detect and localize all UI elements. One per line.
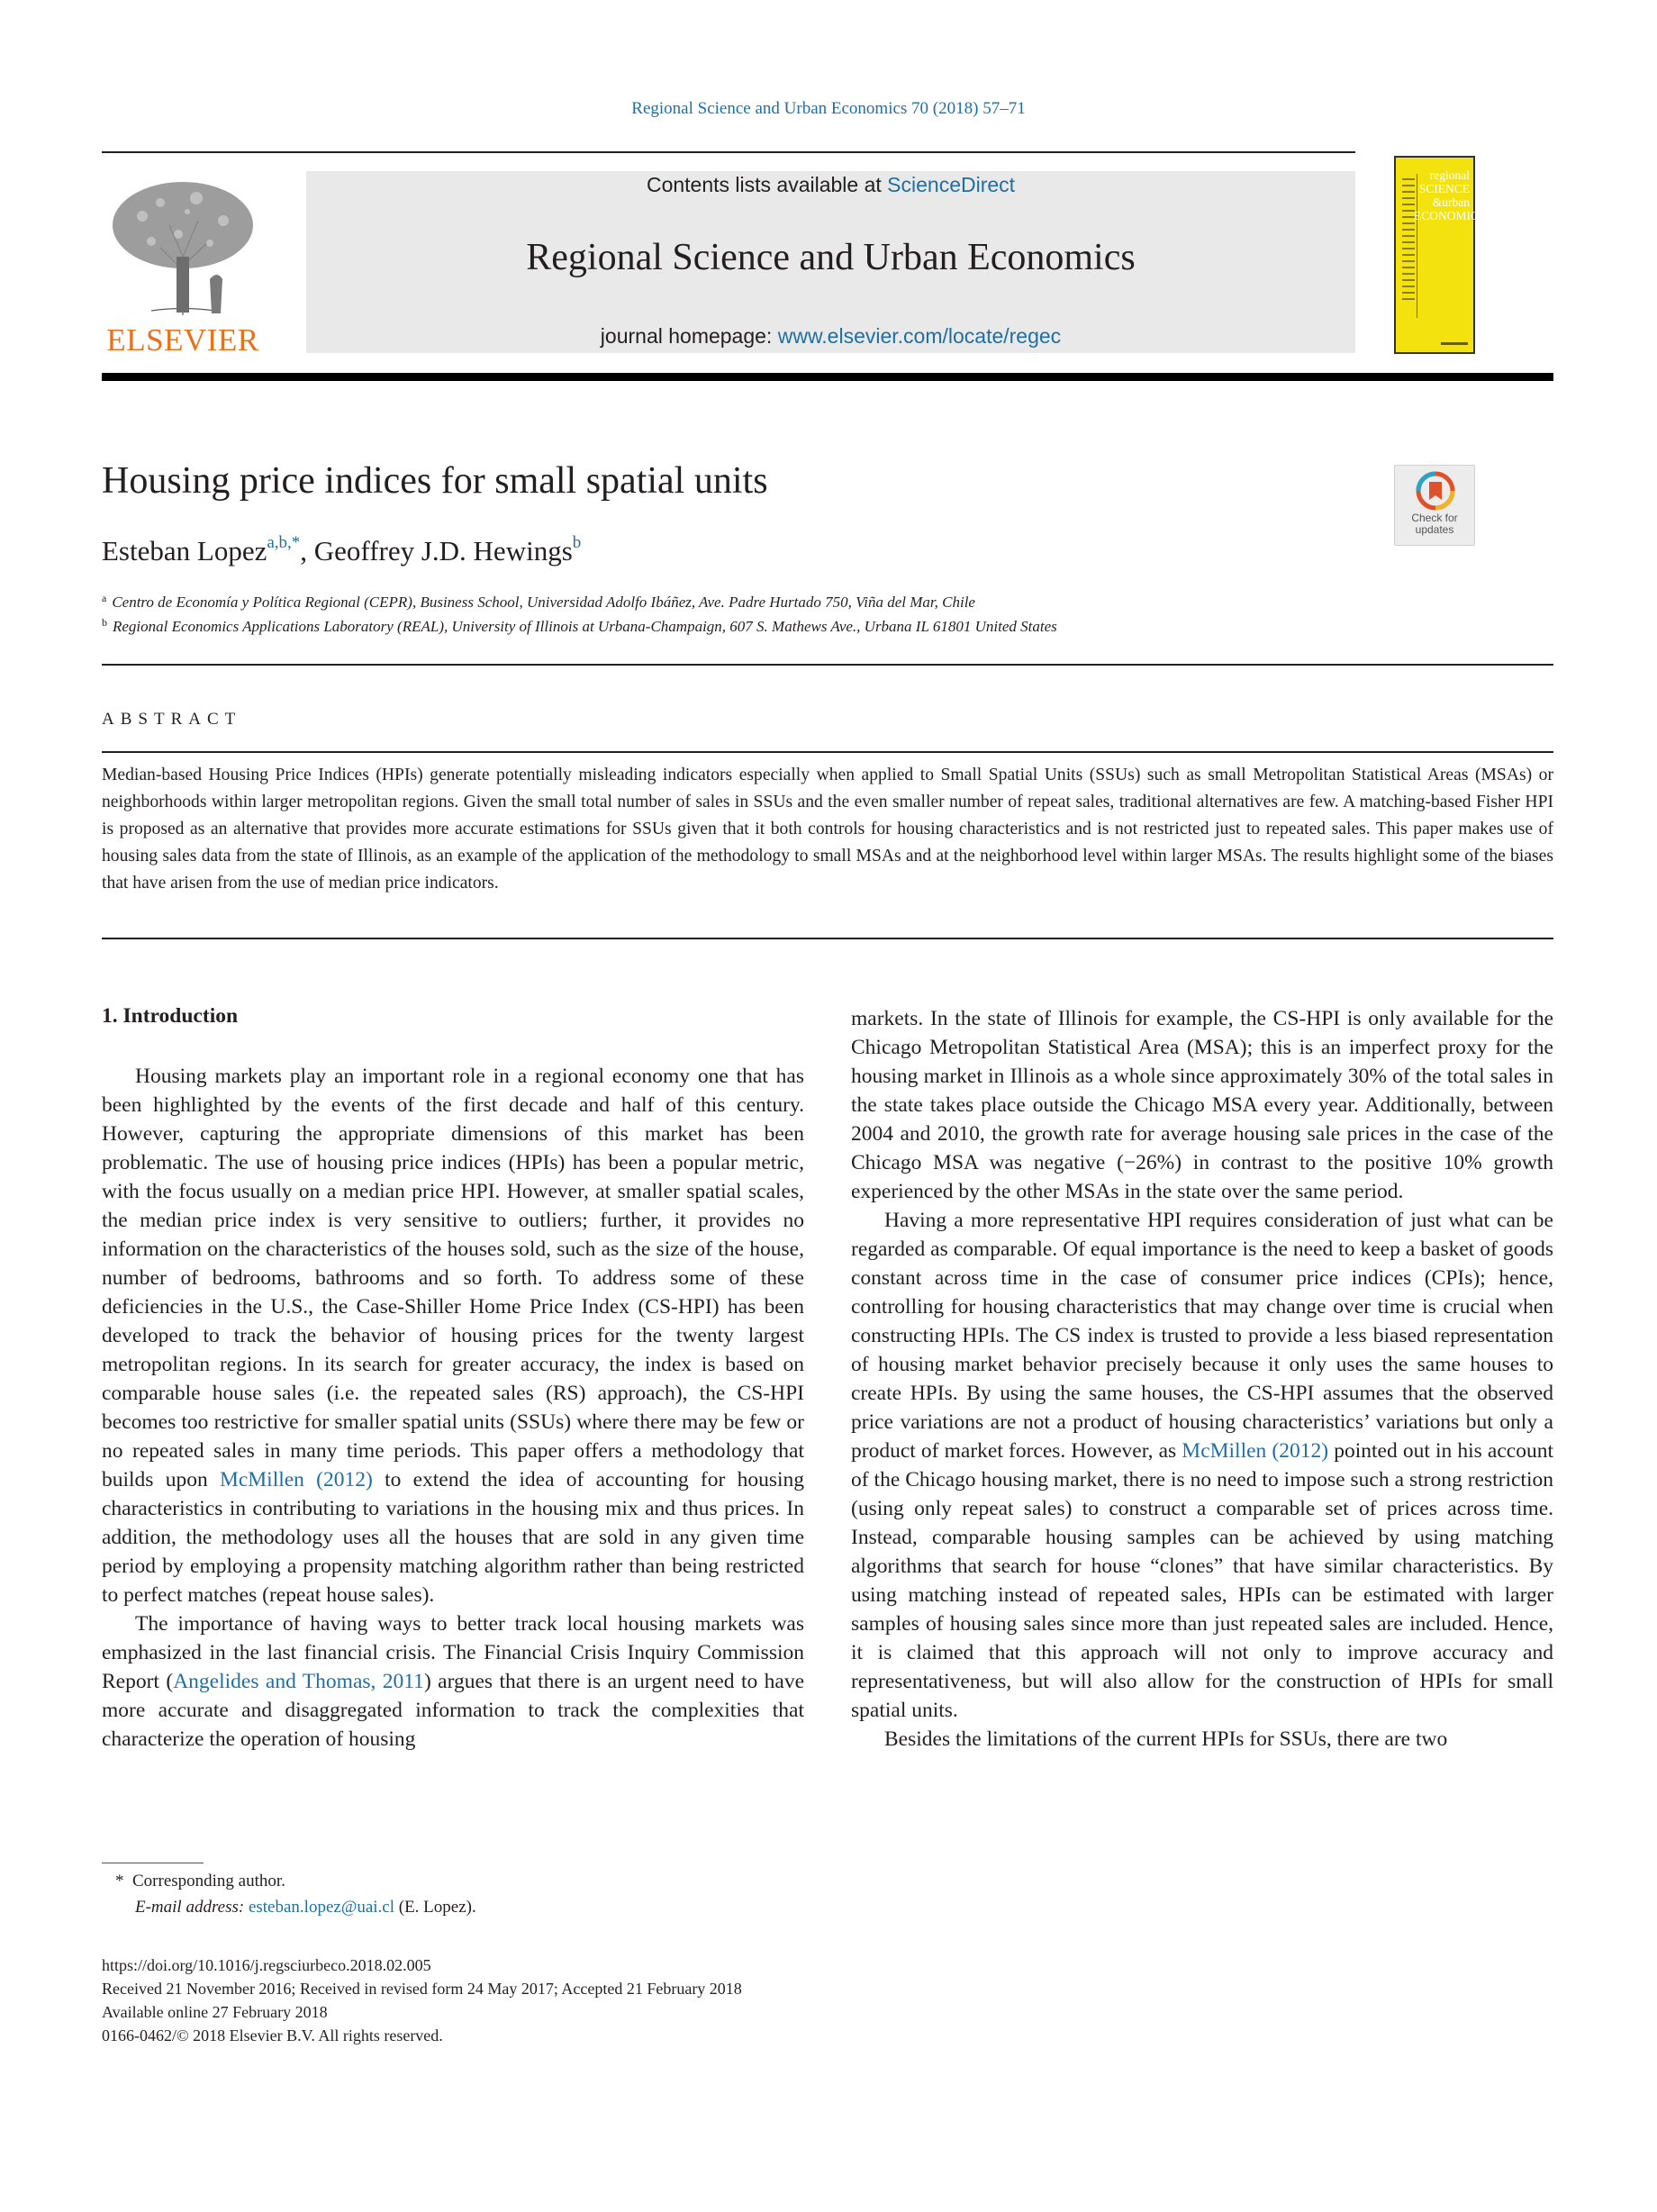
affiliation-text: Centro de Economía y Política Regional (CEPR), Business School, Universidad Adolfo Ibáñez, Ave. Padre Hurtado 750, Viña del Mar, Chile bbox=[112, 594, 975, 611]
footnote-text: Corresponding author. bbox=[132, 1872, 285, 1890]
journal-cover-thumbnail[interactable] bbox=[1394, 156, 1486, 354]
author-affiliation-marks[interactable]: b bbox=[572, 533, 582, 552]
bookmark-ring-icon bbox=[1416, 471, 1455, 511]
header-rule bbox=[102, 151, 1355, 153]
author-list bbox=[102, 535, 581, 567]
cover-title-line: &urban bbox=[1432, 195, 1470, 209]
email-suffix: (E. Lopez). bbox=[398, 1898, 476, 1917]
contents-prefix: Contents lists available at bbox=[646, 173, 888, 196]
section-heading: 1. Introduction bbox=[102, 1004, 239, 1028]
author-separator: , bbox=[300, 535, 314, 567]
check-updates-line: updates bbox=[1415, 523, 1454, 536]
title-rule bbox=[102, 664, 1553, 666]
body-paragraph: markets. In the state of Illinois for example, the CS-HPI is only available for the Chicago Metropolitan Statistical Area (MSA); this is an imperfect proxy for the housing market in Illinois as a whole since approximately 30% of the total sales in the state takes place outside the Chicago MSA every year. Additionally, between 2004 and 2010, the growth rate for average housing sale prices in the case of the Chicago MSA was negative (−26%) in contrast to the positive 10% growth experienced by the other MSAs in the state over the same period. bbox=[851, 1007, 1553, 1203]
cover-title-line: SCIENCE bbox=[1418, 182, 1470, 195]
paragraph-text: ) argues that there is an urgent need to have more accurate and disaggregated information to track the complexities that characterize the operation of housing bbox=[102, 1670, 804, 1751]
email-link[interactable]: esteban.lopez@uai.cl bbox=[248, 1898, 394, 1917]
cover-publisher-mark bbox=[1441, 342, 1468, 345]
journal-title: Regional Science and Urban Economics bbox=[526, 237, 1136, 278]
publisher-logo[interactable] bbox=[97, 171, 268, 360]
corresponding-author-note bbox=[115, 1872, 285, 1891]
check-updates-line: Check for bbox=[1411, 512, 1458, 524]
citation-link[interactable]: McMillen (2012) bbox=[1182, 1439, 1329, 1463]
homepage-line bbox=[306, 324, 1355, 349]
check-for-updates-button[interactable] bbox=[1394, 465, 1475, 546]
abstract-text: Median-based Housing Price Indices (HPIs) generate potentially misleading indicators especially when applied to Small Spatial Units (SSUs) such as small Metropolitan Statistical Areas (MSAs) or neighborhoods within larger metropolitan regions. Given the small total number of sales in SSUs and the even smaller number of repeat sales, traditional alternatives are few. A matching-based Fisher HPI is proposed as an alternative that provides more accurate estimations for SSUs given that it both controls for housing characteristics and is not restricted just to repeated sales. This paper makes use of housing sales data from the state of Illinois, as an example of the application of the methodology to small MSAs and at the neighborhood level within larger MSAs. The results highlight some of the biases that have arisen from the use of median price indicators. bbox=[102, 766, 1553, 893]
contents-line bbox=[306, 173, 1355, 197]
affiliation bbox=[102, 594, 975, 612]
doi-link[interactable]: https://doi.org/10.1016/j.regsciurbeco.2018.02.005 bbox=[102, 1956, 431, 1974]
email-note bbox=[135, 1898, 476, 1917]
tree-logo-icon bbox=[97, 171, 268, 320]
right-column bbox=[851, 1004, 1553, 1754]
citation-link[interactable]: McMillen (2012) bbox=[219, 1468, 373, 1491]
paragraph-text: Having a more representative HPI requires consideration of just what can be regarded as comparable. Of equal importance is the need to keep a basket of goods constant across time in the case of consumer price indices (CPIs); hence, controlling for housing characteristics that may change over time is crucial when constructing HPIs. The CS index is trusted to provide a less biased representation of housing market behavior precisely because it only uses the same houses to create HPIs. By using the same houses, the CS-HPI assumes that the observed price variations are not a product of housing characteristics’ variations but only a product of market forces. However, as bbox=[851, 1209, 1553, 1463]
author-affiliation-marks[interactable]: a,b,* bbox=[267, 533, 301, 552]
abstract-bottom-rule bbox=[102, 938, 1553, 939]
masthead-rule bbox=[102, 373, 1553, 381]
publisher-name: ELSEVIER bbox=[106, 322, 259, 358]
sciencedirect-link[interactable]: ScienceDirect bbox=[887, 173, 1016, 196]
affiliation-text: Regional Economics Applications Laboratory (REAL), University of Illinois at Urbana-Champaign, 607 S. Mathews Ave., Urbana IL 61801 United States bbox=[113, 618, 1057, 635]
footnote-mark: * bbox=[115, 1872, 124, 1890]
copyright: 0166-0462/© 2018 Elsevier B.V. All rights reserved. bbox=[102, 2026, 443, 2044]
affiliation-mark: a bbox=[102, 592, 107, 604]
paragraph-text: to extend the idea of accounting for housing characteristics in contributing to variations in the housing mix and thus prices. In addition, the methodology uses all the houses that are sold in any given time period by employing a propensity matching algorithm rather than being restricted to perfect matches (repeat house sales). bbox=[102, 1468, 804, 1607]
paragraph-text: pointed out in his account of the Chicago housing market, there is no need to impose such a strong restriction (using only repeat sales) to construct a comparable set of prices across time. Instead, comparable housing samples can be achieved by using matching algorithms that search for house “clones” that have similar characteristics. By using matching instead of repeated sales, HPIs can be estimated with larger samples of housing sales since more than just repeated sales are included. Hence, it is claimed that this approach will not only to improve accuracy and representativeness, but will also allow for the construction of HPIs for small spatial units. bbox=[851, 1439, 1554, 1722]
history-dates: Received 21 November 2016; Received in revised form 24 May 2017; Accepted 21 February 2018 bbox=[102, 1980, 742, 1998]
journal-homepage-link[interactable]: www.elsevier.com/locate/regec bbox=[777, 324, 1062, 348]
author-name[interactable]: Esteban Lopez bbox=[102, 535, 267, 567]
available-online: Available online 27 February 2018 bbox=[102, 2003, 328, 2021]
cover-title-line: ECONOMICS bbox=[1414, 209, 1486, 222]
article-title: Housing price indices for small spatial units bbox=[102, 460, 768, 502]
email-label: E-mail address: bbox=[135, 1898, 245, 1917]
body-paragraph bbox=[851, 1206, 1553, 1725]
author-name[interactable]: Geoffrey J.D. Hewings bbox=[313, 535, 573, 567]
cover-title-line: regional bbox=[1429, 168, 1470, 182]
body-paragraph bbox=[102, 1062, 804, 1609]
check-for-updates-label bbox=[1395, 512, 1474, 536]
body-paragraph: Besides the limitations of the current HPIs for SSUs, there are two bbox=[884, 1727, 1448, 1751]
abstract-heading: ABSTRACT bbox=[102, 710, 242, 729]
left-column bbox=[102, 1062, 804, 1754]
body-paragraph bbox=[102, 1609, 804, 1754]
abstract-top-rule bbox=[102, 751, 1553, 753]
affiliation bbox=[102, 618, 1057, 636]
journal-citation[interactable]: Regional Science and Urban Economics 70 (2018) 57–71 bbox=[631, 99, 1026, 118]
paragraph-text: The importance of having ways to better track local housing markets was emphasized in the last financial crisis. The Financial Crisis Inquiry Commission Report ( bbox=[102, 1612, 804, 1693]
journal-masthead bbox=[306, 171, 1355, 353]
cover-title bbox=[1414, 168, 1486, 222]
affiliation-mark: b bbox=[102, 616, 107, 629]
citation-link[interactable]: Angelides and Thomas, 2011 bbox=[173, 1670, 424, 1693]
homepage-prefix: journal homepage: bbox=[600, 324, 778, 348]
paragraph-text: Housing markets play an important role in a regional economy one that has been highlighted by the events of the first decade and half of this century. However, capturing the appropriate dimensions of this market has been problematic. The use of housing price indices (HPIs) has been a popular metric, with the focus usually on a median price HPI. However, at smaller spatial scales, the median price index is very sensitive to outliers; further, it provides no information on the characteristics of the houses sold, such as the size of the house, number of bedrooms, bathrooms and so forth. To address some of these deficiencies in the U.S., the Case-Shiller Home Price Index (CS-HPI) has been developed to track the behavior of housing prices for the twenty largest metropolitan regions. In its search for greater accuracy, the index is based on comparable house sales (i.e. the repeated sales (RS) approach), the CS-HPI becomes too restrictive for smaller spatial units (SSUs) where there may be few or no repeated sales in many time periods. This paper offers a methodology that builds upon bbox=[102, 1065, 804, 1491]
